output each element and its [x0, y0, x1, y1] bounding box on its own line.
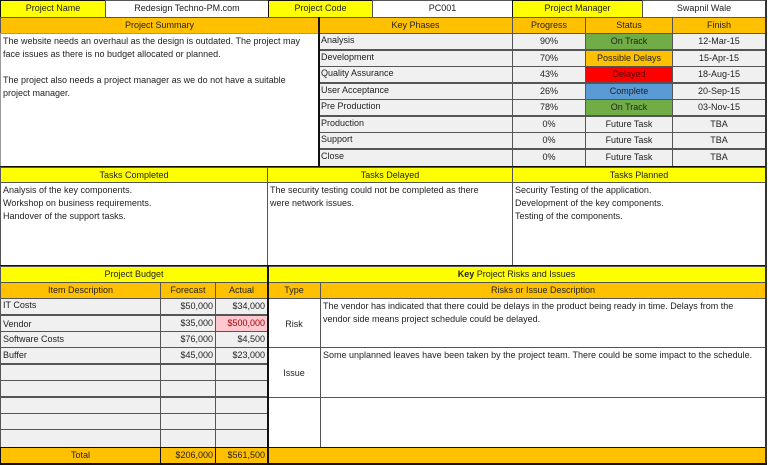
budget-actual-header: Actual: [215, 282, 268, 299]
budget-forecast[interactable]: [160, 380, 216, 397]
summary-text: The project also needs a project manager as we do not have a suitable: [3, 75, 286, 85]
phase-finish[interactable]: 03-Nov-15: [672, 99, 766, 116]
budget-item[interactable]: [0, 364, 161, 381]
issue-type[interactable]: Issue: [267, 347, 321, 398]
budget-item[interactable]: Vendor: [0, 315, 161, 332]
budget-actual[interactable]: $4,500: [215, 331, 268, 348]
issue-description-text: Some unplanned leaves have been taken by the project team. There could be some impact to the schedule.: [323, 350, 753, 360]
budget-item[interactable]: [0, 397, 161, 414]
risk-description-text: The vendor has indicated that there could be delays in the product being ready in time. Delays from the: [323, 301, 734, 311]
project-budget-header: Project Budget: [0, 266, 268, 283]
key-phases-header: Key Phases: [318, 17, 513, 34]
risks-footer-bar: [267, 447, 766, 464]
budget-item[interactable]: Buffer: [0, 347, 161, 364]
task-item: were network issues.: [270, 198, 355, 208]
section-divider: [765, 0, 767, 464]
risks-title-bold: Key: [457, 269, 475, 279]
phase-status-badge[interactable]: Possible Delays: [585, 50, 673, 67]
progress-header: Progress: [512, 17, 586, 34]
issue-description[interactable]: [320, 347, 766, 398]
summary-text: face issues as there is no budget allocated or planned.: [3, 49, 221, 59]
phase-progress[interactable]: 0%: [512, 132, 586, 149]
project-manager-label: Project Manager: [512, 0, 643, 18]
budget-actual[interactable]: [215, 364, 268, 381]
budget-forecast[interactable]: [160, 397, 216, 414]
budget-total-actual: $561,500: [215, 447, 268, 464]
budget-forecast[interactable]: $50,000: [160, 298, 216, 315]
risk-type[interactable]: Risk: [267, 298, 321, 348]
risk-type-header: Type: [267, 282, 321, 299]
phase-name[interactable]: Close: [318, 149, 513, 167]
phase-name[interactable]: Analysis: [318, 33, 513, 50]
phase-status-badge[interactable]: On Track: [585, 33, 673, 50]
task-item: Testing of the components.: [515, 211, 623, 221]
risk-description[interactable]: [320, 298, 766, 348]
task-item: Development of the key components.: [515, 198, 664, 208]
budget-item[interactable]: [0, 413, 161, 430]
project-name-value[interactable]: Redesign Techno-PM.com: [105, 0, 269, 18]
summary-text: project manager.: [3, 88, 71, 98]
budget-forecast[interactable]: [160, 429, 216, 448]
phase-status-badge[interactable]: Future Task: [585, 149, 673, 167]
tasks-planned-list[interactable]: [512, 182, 766, 266]
phase-progress[interactable]: 70%: [512, 50, 586, 67]
phase-progress[interactable]: 78%: [512, 99, 586, 116]
budget-item-header: Item Description: [0, 282, 161, 299]
project-code-value[interactable]: PC001: [372, 0, 513, 18]
task-item: The security testing could not be completed as there: [270, 185, 479, 195]
budget-actual[interactable]: $34,000: [215, 298, 268, 315]
risks-issues-header: [267, 266, 766, 283]
budget-actual[interactable]: [215, 413, 268, 430]
task-item: Handover of the support tasks.: [3, 211, 126, 221]
section-divider: [267, 265, 269, 464]
tasks-delayed-header: Tasks Delayed: [267, 167, 513, 183]
tasks-delayed-list[interactable]: [267, 182, 513, 266]
phase-name[interactable]: Development: [318, 50, 513, 67]
budget-actual[interactable]: [215, 380, 268, 397]
budget-forecast[interactable]: $76,000: [160, 331, 216, 348]
project-code-label: Project Code: [268, 0, 373, 18]
phase-progress[interactable]: 43%: [512, 66, 586, 83]
phase-status-badge[interactable]: Future Task: [585, 132, 673, 149]
phase-name[interactable]: User Acceptance: [318, 83, 513, 100]
budget-forecast[interactable]: $45,000: [160, 347, 216, 364]
phase-finish[interactable]: 15-Apr-15: [672, 50, 766, 67]
risk-description-empty[interactable]: [320, 397, 766, 448]
phase-name[interactable]: Quality Assurance: [318, 66, 513, 83]
phase-status-badge[interactable]: Future Task: [585, 116, 673, 133]
budget-actual[interactable]: [215, 397, 268, 414]
phase-finish[interactable]: 12-Mar-15: [672, 33, 766, 50]
risk-type-empty[interactable]: [267, 397, 321, 448]
section-divider: [318, 17, 320, 167]
phase-finish[interactable]: TBA: [672, 149, 766, 167]
project-summary-header: Project Summary: [0, 17, 319, 34]
budget-actual-over[interactable]: $500,000: [215, 315, 268, 332]
phase-name[interactable]: Production: [318, 116, 513, 133]
budget-forecast[interactable]: [160, 413, 216, 430]
phase-progress[interactable]: 26%: [512, 83, 586, 100]
summary-text: The website needs an overhaul as the design is outdated. The project may: [3, 36, 301, 46]
section-divider: [0, 463, 767, 465]
tasks-completed-header: Tasks Completed: [0, 167, 268, 183]
tasks-completed-list[interactable]: [0, 182, 268, 266]
budget-forecast[interactable]: [160, 364, 216, 381]
budget-actual[interactable]: $23,000: [215, 347, 268, 364]
phase-status-badge[interactable]: On Track: [585, 99, 673, 116]
task-item: Workshop on business requirements.: [3, 198, 152, 208]
budget-actual[interactable]: [215, 429, 268, 448]
budget-total-forecast: $206,000: [160, 447, 216, 464]
phase-status-badge[interactable]: Complete: [585, 83, 673, 100]
budget-item[interactable]: [0, 429, 161, 448]
phase-progress[interactable]: 0%: [512, 116, 586, 133]
budget-total-label: Total: [0, 447, 161, 464]
budget-item[interactable]: Software Costs: [0, 331, 161, 348]
phase-name[interactable]: Pre Production: [318, 99, 513, 116]
phase-progress[interactable]: 0%: [512, 149, 586, 167]
budget-item[interactable]: [0, 380, 161, 397]
phase-finish[interactable]: TBA: [672, 132, 766, 149]
phase-finish[interactable]: 20-Sep-15: [672, 83, 766, 100]
project-summary-body[interactable]: [0, 33, 319, 167]
risk-description-header: Risks or Issue Description: [320, 282, 766, 299]
task-item: Security Testing of the application.: [515, 185, 652, 195]
project-manager-value[interactable]: Swapnil Wale: [642, 0, 766, 18]
budget-item[interactable]: IT Costs: [0, 298, 161, 315]
phase-progress[interactable]: 90%: [512, 33, 586, 50]
status-header: Status: [585, 17, 673, 34]
phase-finish[interactable]: TBA: [672, 116, 766, 133]
budget-forecast-header: Forecast: [160, 282, 216, 299]
project-name-label: Project Name: [0, 0, 106, 18]
phase-finish[interactable]: 18-Aug-15: [672, 66, 766, 83]
task-item: Analysis of the key components.: [3, 185, 133, 195]
finish-header: Finish: [672, 17, 766, 34]
risks-title-rest: Project Risks and Issues: [474, 269, 576, 279]
risk-description-text: vendor side means project schedule could be delayed.: [323, 314, 541, 324]
phase-name[interactable]: Support: [318, 132, 513, 149]
budget-forecast[interactable]: $35,000: [160, 315, 216, 332]
phase-status-badge[interactable]: Delayed: [585, 66, 673, 83]
tasks-planned-header: Tasks Planned: [512, 167, 766, 183]
